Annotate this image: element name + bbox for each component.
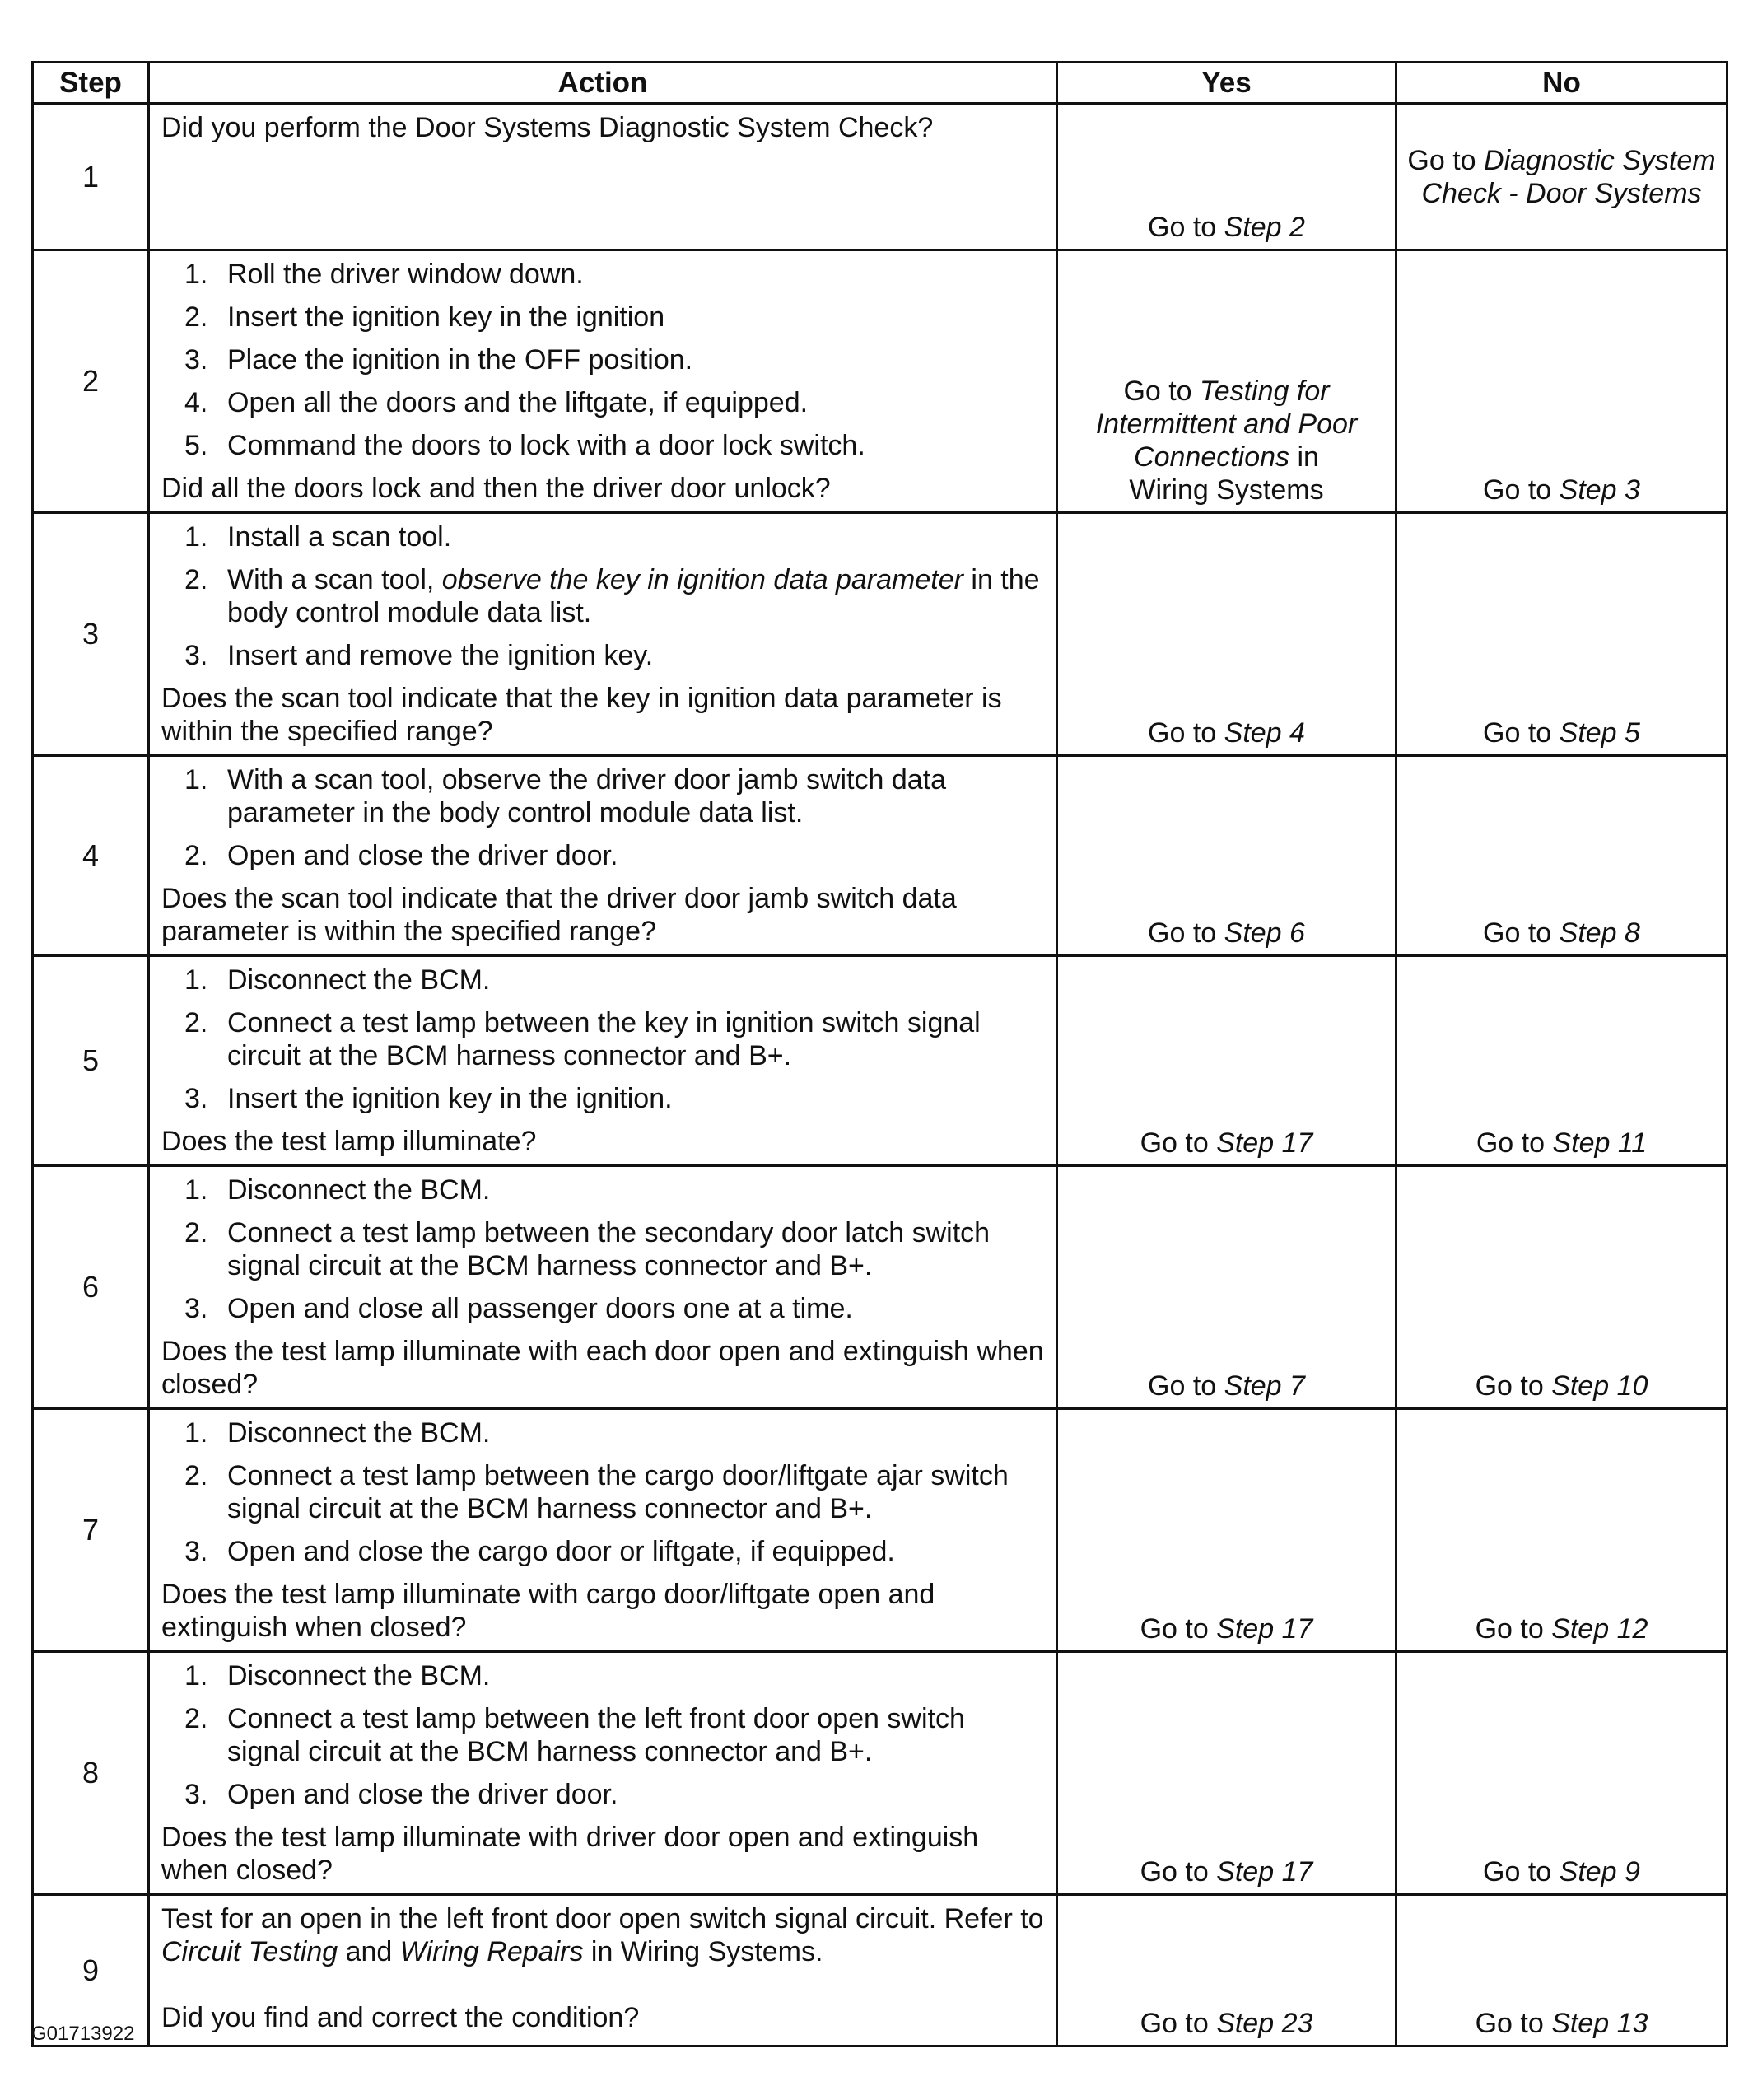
substep-number: 3. <box>184 1083 208 1114</box>
substep-item <box>161 258 1046 291</box>
action-cell <box>149 250 1057 513</box>
substep-list <box>161 258 1046 462</box>
goto-prefix: Go to <box>1475 1370 1552 1402</box>
substep-text: With a scan tool, observe the driver door jamb switch data parameter in the body control module data list. <box>227 764 947 828</box>
action-question: Does the scan tool indicate that the driver door jamb switch data parameter is within the specified range? <box>161 883 957 947</box>
goto-prefix: Go to <box>1148 212 1224 243</box>
substep-number: 4. <box>184 387 208 418</box>
substep-item <box>161 1535 1046 1568</box>
substep-text: Insert and remove the ignition key. <box>227 640 654 671</box>
header-step: Step <box>33 63 149 104</box>
step-number: 9 <box>33 1895 149 2046</box>
action-question: Does the test lamp illuminate with each door open and extinguish when closed? <box>161 1336 1044 1400</box>
goto-target: Step 10 <box>1551 1370 1648 1402</box>
goto-target: Step 9 <box>1559 1856 1640 1888</box>
no-goto <box>1407 1370 1716 1402</box>
action-question: Does the test lamp illuminate with cargo door/liftgate open and extinguish when closed? <box>161 1579 935 1643</box>
goto-prefix: Go to <box>1140 1127 1217 1159</box>
text-segment: and <box>338 1936 400 1967</box>
yes-goto <box>1068 2007 1385 2040</box>
goto-prefix: Go to <box>1148 917 1224 949</box>
substep-number: 2. <box>184 1703 208 1734</box>
substep-number: 1. <box>184 521 208 553</box>
no-cell <box>1396 1895 1727 2046</box>
table-row <box>33 104 1727 250</box>
reference-text: Wiring Repairs <box>399 1936 584 1967</box>
substep-item <box>161 1702 1046 1768</box>
yes-cell <box>1057 756 1396 956</box>
substep-text: Disconnect the BCM. <box>227 1417 491 1449</box>
goto-target: Step 17 <box>1216 1613 1313 1645</box>
step-number: 6 <box>33 1166 149 1409</box>
yes-cell <box>1057 1409 1396 1652</box>
substep-text: Open all the doors and the liftgate, if equipped. <box>227 387 809 418</box>
goto-target: Step 5 <box>1559 717 1640 749</box>
substep-text: Connect a test lamp between the key in ignition switch signal circuit at the BCM harness connector and B+. <box>227 1007 981 1071</box>
substep-item <box>161 301 1046 334</box>
table-row <box>33 1409 1727 1652</box>
substep-item <box>161 1416 1046 1449</box>
substep-text: Open and close the driver door. <box>227 1779 618 1810</box>
goto-prefix: Go to <box>1140 1856 1217 1888</box>
substep-text: Place the ignition in the OFF position. <box>227 344 693 376</box>
substep-number: 1. <box>184 1174 208 1206</box>
goto-prefix: Go to <box>1483 917 1560 949</box>
header-yes: Yes <box>1057 63 1396 104</box>
action-cell <box>149 956 1057 1166</box>
no-goto <box>1407 1612 1716 1645</box>
table-row <box>33 1166 1727 1409</box>
goto-prefix: Go to <box>1476 1127 1553 1159</box>
substep-item <box>161 1778 1046 1811</box>
table-row <box>33 1895 1727 2046</box>
goto-target: Step 2 <box>1224 212 1305 243</box>
no-goto <box>1407 2007 1716 2040</box>
goto-prefix: Go to <box>1483 717 1560 749</box>
action-question: Did all the doors lock and then the driver door unlock? <box>161 473 831 504</box>
goto-target: Step 13 <box>1551 2008 1648 2039</box>
substep-text: Disconnect the BCM. <box>227 1174 491 1206</box>
yes-cell <box>1057 1895 1396 2046</box>
no-goto <box>1407 1127 1716 1160</box>
substep-text: Connect a test lamp between the left front door open switch signal circuit at the BCM harness connector and B+. <box>227 1703 965 1767</box>
step-number: 2 <box>33 250 149 513</box>
spacer <box>161 1968 1046 2001</box>
goto-target: Step 6 <box>1224 917 1305 949</box>
substep-text: Disconnect the BCM. <box>227 964 491 996</box>
substep-number: 1. <box>184 764 208 796</box>
substep-number: 3. <box>184 1536 208 1567</box>
step-number: 8 <box>33 1652 149 1895</box>
no-goto <box>1407 474 1716 506</box>
goto-prefix: Go to <box>1407 144 1485 176</box>
table-row <box>33 956 1727 1166</box>
substep-number: 1. <box>184 259 208 290</box>
goto-target: Step 3 <box>1559 474 1640 506</box>
goto-prefix: Go to <box>1140 1613 1217 1645</box>
substep-item <box>161 1174 1046 1206</box>
substep-item <box>161 1216 1046 1282</box>
table-row <box>33 1652 1727 1895</box>
yes-goto <box>1068 716 1385 749</box>
action-question: Does the test lamp illuminate? <box>161 1126 537 1157</box>
text-segment: Test for an open in the left front door open switch signal circuit. Refer to <box>161 1903 1044 1934</box>
no-goto <box>1407 716 1716 749</box>
table-row <box>33 756 1727 956</box>
no-goto <box>1407 1855 1716 1888</box>
goto-prefix: Go to <box>1123 376 1201 407</box>
action-cell <box>149 1409 1057 1652</box>
goto-target: Diagnostic System Check - Door Systems <box>1421 144 1716 209</box>
action-intro: Did you perform the Door Systems Diagnostic System Check? <box>161 112 934 143</box>
goto-target: Step 8 <box>1559 917 1640 949</box>
no-goto <box>1407 917 1716 950</box>
yes-cell <box>1057 1652 1396 1895</box>
diagnostic-table <box>31 61 1728 2047</box>
action-cell <box>149 1895 1057 2046</box>
substep-text: Command the doors to lock with a door lock switch. <box>227 430 865 461</box>
yes-goto <box>1068 1855 1385 1888</box>
yes-goto <box>1068 1127 1385 1160</box>
substep-number: 1. <box>184 1417 208 1449</box>
table-header-row <box>33 63 1727 104</box>
yes-goto <box>1091 375 1362 506</box>
substep-item <box>161 1006 1046 1072</box>
substep-text: Disconnect the BCM. <box>227 1660 491 1692</box>
substep-item <box>161 839 1046 872</box>
goto-target: Step 4 <box>1224 717 1305 749</box>
substep-list <box>161 1659 1046 1811</box>
substep-item <box>161 386 1046 419</box>
substep-text: Open and close all passenger doors one at a time. <box>227 1293 853 1324</box>
header-no: No <box>1396 63 1727 104</box>
substep-item <box>161 763 1046 829</box>
goto-prefix: Go to <box>1148 717 1224 749</box>
substep-number: 3. <box>184 344 208 376</box>
substep-number: 1. <box>184 1660 208 1692</box>
yes-cell <box>1057 1166 1396 1409</box>
goto-prefix: Go to <box>1140 2008 1217 2039</box>
yes-cell <box>1057 956 1396 1166</box>
substep-number: 3. <box>184 640 208 671</box>
action-cell <box>149 513 1057 756</box>
step-number: 5 <box>33 956 149 1166</box>
step-number: 3 <box>33 513 149 756</box>
yes-cell <box>1057 250 1396 513</box>
action-intro <box>161 1902 1046 1968</box>
reference-text: Circuit Testing <box>161 1936 338 1967</box>
action-cell <box>149 104 1057 250</box>
goto-prefix: Go to <box>1148 1370 1224 1402</box>
substep-item <box>161 1082 1046 1115</box>
substep-number: 2. <box>184 840 208 871</box>
substep-number: 3. <box>184 1779 208 1810</box>
substep-item <box>161 1292 1046 1325</box>
table-row <box>33 513 1727 756</box>
no-cell <box>1396 956 1727 1166</box>
step-number: 1 <box>33 104 149 250</box>
substep-text: Roll the driver window down. <box>227 259 584 290</box>
yes-goto <box>1068 211 1385 244</box>
substep-text: Install a scan tool. <box>227 521 452 553</box>
step-number: 7 <box>33 1409 149 1652</box>
substep-number: 1. <box>184 964 208 996</box>
no-cell <box>1396 104 1727 250</box>
no-cell <box>1396 513 1727 756</box>
goto-suffix: in Wiring Systems <box>1129 441 1324 506</box>
substep-item <box>161 639 1046 672</box>
goto-prefix: Go to <box>1483 1856 1560 1888</box>
goto-target: Step 17 <box>1216 1856 1313 1888</box>
step-number: 4 <box>33 756 149 956</box>
no-cell <box>1396 1166 1727 1409</box>
substep-text: Open and close the driver door. <box>227 840 618 871</box>
substep-list <box>161 1174 1046 1325</box>
goto-prefix: Go to <box>1475 1613 1552 1645</box>
emphasis-text: observe the key in ignition data parameter <box>441 564 963 595</box>
yes-goto <box>1068 917 1385 950</box>
yes-goto <box>1068 1370 1385 1402</box>
substep-list <box>161 520 1046 672</box>
substep-item <box>161 964 1046 996</box>
substep-text: Insert the ignition key in the ignition. <box>227 1083 673 1114</box>
yes-cell <box>1057 104 1396 250</box>
substep-number: 2. <box>184 1217 208 1248</box>
goto-target: Step 12 <box>1551 1613 1648 1645</box>
substep-number: 2. <box>184 301 208 333</box>
substep-item <box>161 520 1046 553</box>
substep-item <box>161 563 1046 629</box>
goto-target: Step 17 <box>1216 1127 1313 1159</box>
action-question: Does the test lamp illuminate with driver door open and extinguish when closed? <box>161 1822 979 1886</box>
yes-cell <box>1057 513 1396 756</box>
substep-list <box>161 964 1046 1115</box>
action-question: Did you find and correct the condition? <box>161 2002 640 2033</box>
substep-number: 2. <box>184 1007 208 1038</box>
goto-target: Step 7 <box>1224 1370 1305 1402</box>
header-action: Action <box>149 63 1057 104</box>
no-cell <box>1396 250 1727 513</box>
substep-number: 2. <box>184 1460 208 1491</box>
text-segment: in Wiring Systems. <box>583 1936 823 1967</box>
yes-goto <box>1068 1612 1385 1645</box>
substep-text: in the body control module data list. <box>227 564 1040 628</box>
substep-number: 3. <box>184 1293 208 1324</box>
table-row <box>33 250 1727 513</box>
substep-number: 5. <box>184 430 208 461</box>
goto-target: Step 11 <box>1552 1127 1648 1159</box>
substep-text: With a scan tool, <box>227 564 442 595</box>
no-goto <box>1407 144 1716 210</box>
substep-list <box>161 763 1046 872</box>
goto-prefix: Go to <box>1483 474 1560 506</box>
substep-item <box>161 343 1046 376</box>
substep-text: Connect a test lamp between the cargo door/liftgate ajar switch signal circuit at the BCM harness connector and B+. <box>227 1460 1009 1524</box>
no-cell <box>1396 1652 1727 1895</box>
goto-target: Testing for Intermittent and Poor Connections <box>1095 376 1358 473</box>
substep-text: Open and close the cargo door or liftgate, if equipped. <box>227 1536 895 1567</box>
no-cell <box>1396 756 1727 956</box>
goto-prefix: Go to <box>1475 2008 1552 2039</box>
substep-item <box>161 1459 1046 1525</box>
goto-target: Step 23 <box>1216 2008 1313 2039</box>
substep-item <box>161 429 1046 462</box>
substep-number: 2. <box>184 564 208 595</box>
action-cell <box>149 1166 1057 1409</box>
action-cell <box>149 1652 1057 1895</box>
document-id: G01713922 <box>31 2023 135 2045</box>
substep-list <box>161 1416 1046 1568</box>
table-body <box>33 104 1727 2046</box>
substep-text: Insert the ignition key in the ignition <box>227 301 665 333</box>
action-question: Does the scan tool indicate that the key in ignition data parameter is within the specified range? <box>161 683 1002 747</box>
substep-text: Connect a test lamp between the secondary door latch switch signal circuit at the BCM harness connector and B+. <box>227 1217 991 1281</box>
no-cell <box>1396 1409 1727 1652</box>
action-cell <box>149 756 1057 956</box>
substep-item <box>161 1659 1046 1692</box>
